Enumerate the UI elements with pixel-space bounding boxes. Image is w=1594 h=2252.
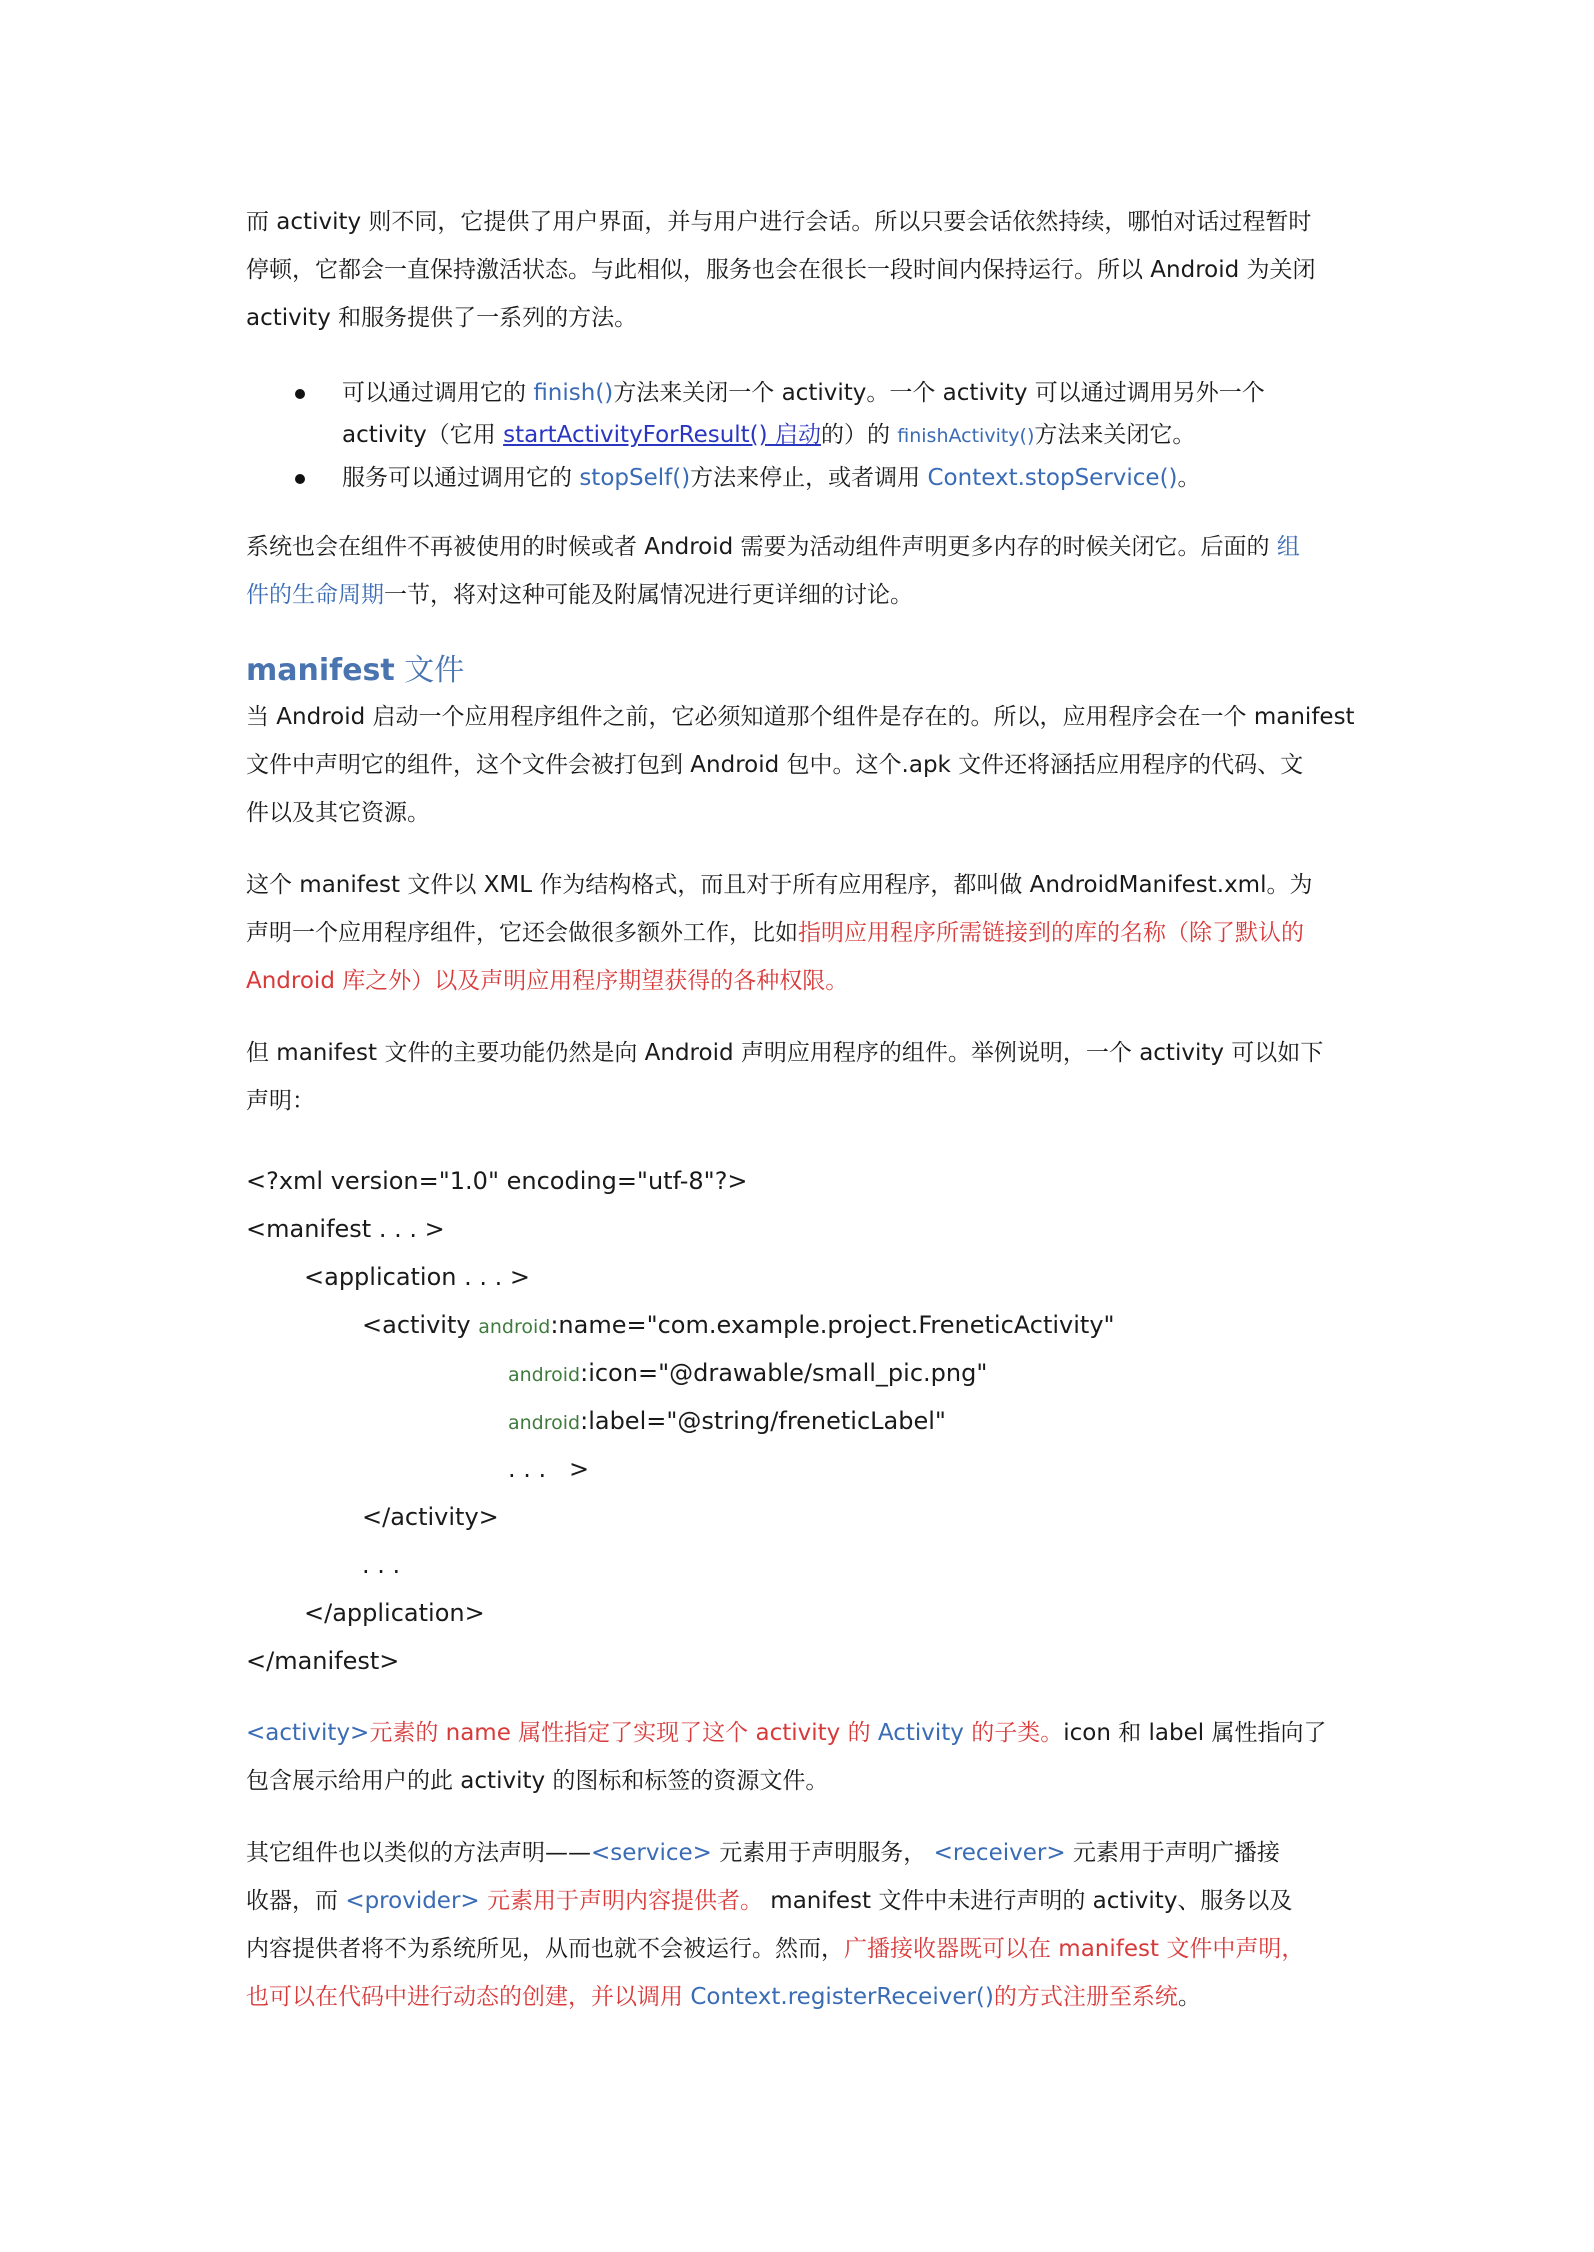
highlight-red: 元素用于声明内容提供者。 (479, 1888, 763, 1914)
highlight-red: 的方式注册至系统 (993, 1984, 1178, 2010)
code-line: <application . . . > (304, 1263, 531, 1291)
text-span: 系统也会在组件不再被使用的时候或者 Android 需要为活动组件声明更多内存的时候关闭它。后面的 (246, 534, 1277, 560)
bullet-dot-icon (295, 389, 305, 399)
code-line: </application> (304, 1599, 485, 1627)
link-lifecycle-part1[interactable]: 组 (1276, 534, 1300, 560)
text-span: activity（它用 (342, 422, 504, 448)
text-line: 当 Android 启动一个应用程序组件之前，它必须知道那个组件是存在的。所以，应用程序会在一个 manifest (246, 704, 1355, 730)
text-span: 方法来关闭一个 activity。一个 activity 可以通过调用另外一个 (613, 380, 1265, 406)
code-line: . . . > (508, 1455, 590, 1483)
code-provider-tag: <provider> (345, 1888, 480, 1914)
text-span: 元素用于声明广播接 (1065, 1840, 1280, 1866)
heading-en: manifest (246, 653, 395, 688)
text-span: 声明一个应用程序组件，它还会做很多额外工作，比如 (246, 920, 798, 946)
text-span: 。 (1177, 1984, 1201, 2010)
code-activity-class: Activity (877, 1720, 964, 1746)
text-span: 的）的 (820, 422, 898, 448)
section-heading-manifest (246, 649, 1356, 693)
text-line: 但 manifest 文件的主要功能仍然是向 Android 声明应用程序的组件。举例说明，一个 activity 可以如下 (246, 1040, 1324, 1066)
code-activity-tag: <activity> (246, 1720, 370, 1746)
link-qidong[interactable]: 启动 (767, 422, 821, 448)
paragraph-manifest-2 (246, 861, 1356, 1005)
code-line (246, 1397, 1356, 1445)
code-finish-activity: finishActivity() (897, 425, 1035, 447)
paragraph-manifest-1 (246, 693, 1356, 837)
code-span: :name="com.example.project.FreneticActivity" (550, 1311, 1115, 1339)
highlight-red: 广播接收器既可以在 manifest 文件中声明， (844, 1936, 1305, 1962)
text-line: 件以及其它资源。 (246, 800, 430, 826)
code-stopself: stopSelf() (579, 465, 691, 491)
highlight-red: Android 库之外）以及声明应用程序期望获得的各种权限。 (246, 968, 849, 994)
code-line: <?xml version="1.0" encoding="utf-8"?> (246, 1167, 748, 1195)
paragraph-manifest-3 (246, 1029, 1356, 1125)
list-item (246, 457, 1356, 499)
code-line: </manifest> (246, 1647, 400, 1675)
text-span: 内容提供者将不为系统所见，从而也就不会被运行。然而， (246, 1936, 844, 1962)
text-line: 声明： (246, 1088, 315, 1114)
highlight-red: 指明应用程序所需链接到的库的名称（除了默认的 (798, 920, 1304, 946)
highlight-red: 元素的 name 属性指定了实现了这个 activity 的 (369, 1720, 878, 1746)
code-finish: finish() (533, 380, 614, 406)
code-receiver-tag: <receiver> (933, 1840, 1066, 1866)
text-line: 停顿，它都会一直保持激活状态。与此相似，服务也会在很长一段时间内保持运行。所以 Android 为关闭 (246, 257, 1316, 283)
text-line: 而 activity 则不同，它提供了用户界面，并与用户进行会话。所以只要会话依然持续，哪怕对话过程暂时 (246, 209, 1312, 235)
text-span: 。 (1177, 465, 1201, 491)
highlight-red: 也可以在代码中进行动态的创建，并以调用 (246, 1984, 691, 2010)
code-line (246, 1349, 1356, 1397)
highlight-red: 的子类。 (963, 1720, 1064, 1746)
code-line: <manifest . . . > (246, 1215, 445, 1243)
code-register-receiver: Context.registerReceiver() (690, 1984, 994, 2010)
text-span: 一节，将对这种可能及附属情况进行更详细的讨论。 (384, 582, 913, 608)
text-span: 可以通过调用它的 (342, 380, 534, 406)
paragraph-activity-element (246, 1709, 1356, 1805)
text-span: 元素用于声明服务， (711, 1840, 934, 1866)
code-service-tag: <service> (591, 1840, 712, 1866)
text-line: activity 和服务提供了一系列的方法。 (246, 305, 638, 331)
code-line: </activity> (362, 1503, 499, 1531)
paragraph-lifecycle (246, 523, 1356, 619)
document-content (246, 198, 1356, 2021)
text-line: 文件中声明它的组件，这个文件会被打包到 Android 包中。这个.apk 文件还将涵括应用程序的代码、文 (246, 752, 1304, 778)
paragraph-other-components (246, 1829, 1356, 2021)
paragraph-intro-1 (246, 198, 1356, 342)
bullet-dot-icon (295, 474, 305, 484)
code-namespace: android (478, 1316, 551, 1338)
code-line: . . . (362, 1551, 401, 1579)
code-namespace: android (508, 1364, 581, 1386)
code-namespace: android (508, 1412, 581, 1434)
list-item (246, 372, 1356, 457)
text-line: 包含展示给用户的此 activity 的图标和标签的资源文件。 (246, 1768, 829, 1794)
text-span: 收器，而 (246, 1888, 346, 1914)
text-span: 方法来关闭它。 (1034, 422, 1196, 448)
code-line (246, 1301, 1356, 1349)
code-span: <activity (362, 1311, 479, 1339)
code-span: :label="@string/freneticLabel" (580, 1407, 946, 1435)
link-lifecycle-part2[interactable]: 件的生命周期 (246, 582, 384, 608)
text-line: 这个 manifest 文件以 XML 作为结构格式，而且对于所有应用程序，都叫做 AndroidManifest.xml。为 (246, 872, 1313, 898)
text-span: manifest 文件中未进行声明的 activity、服务以及 (763, 1888, 1293, 1914)
text-span: 方法来停止，或者调用 (690, 465, 928, 491)
code-stopservice: Context.stopService() (927, 465, 1178, 491)
code-span: :icon="@drawable/small_pic.png" (580, 1359, 988, 1387)
bullet-list (246, 372, 1356, 499)
link-start-activity-for-result[interactable]: startActivityForResult() (503, 422, 768, 448)
code-block (246, 1157, 1356, 1685)
heading-cn: 文件 (394, 653, 465, 688)
text-span: 其它组件也以类似的方法声明—— (246, 1840, 591, 1866)
text-span: icon 和 label 属性指向了 (1063, 1720, 1327, 1746)
text-span: 服务可以通过调用它的 (342, 465, 580, 491)
